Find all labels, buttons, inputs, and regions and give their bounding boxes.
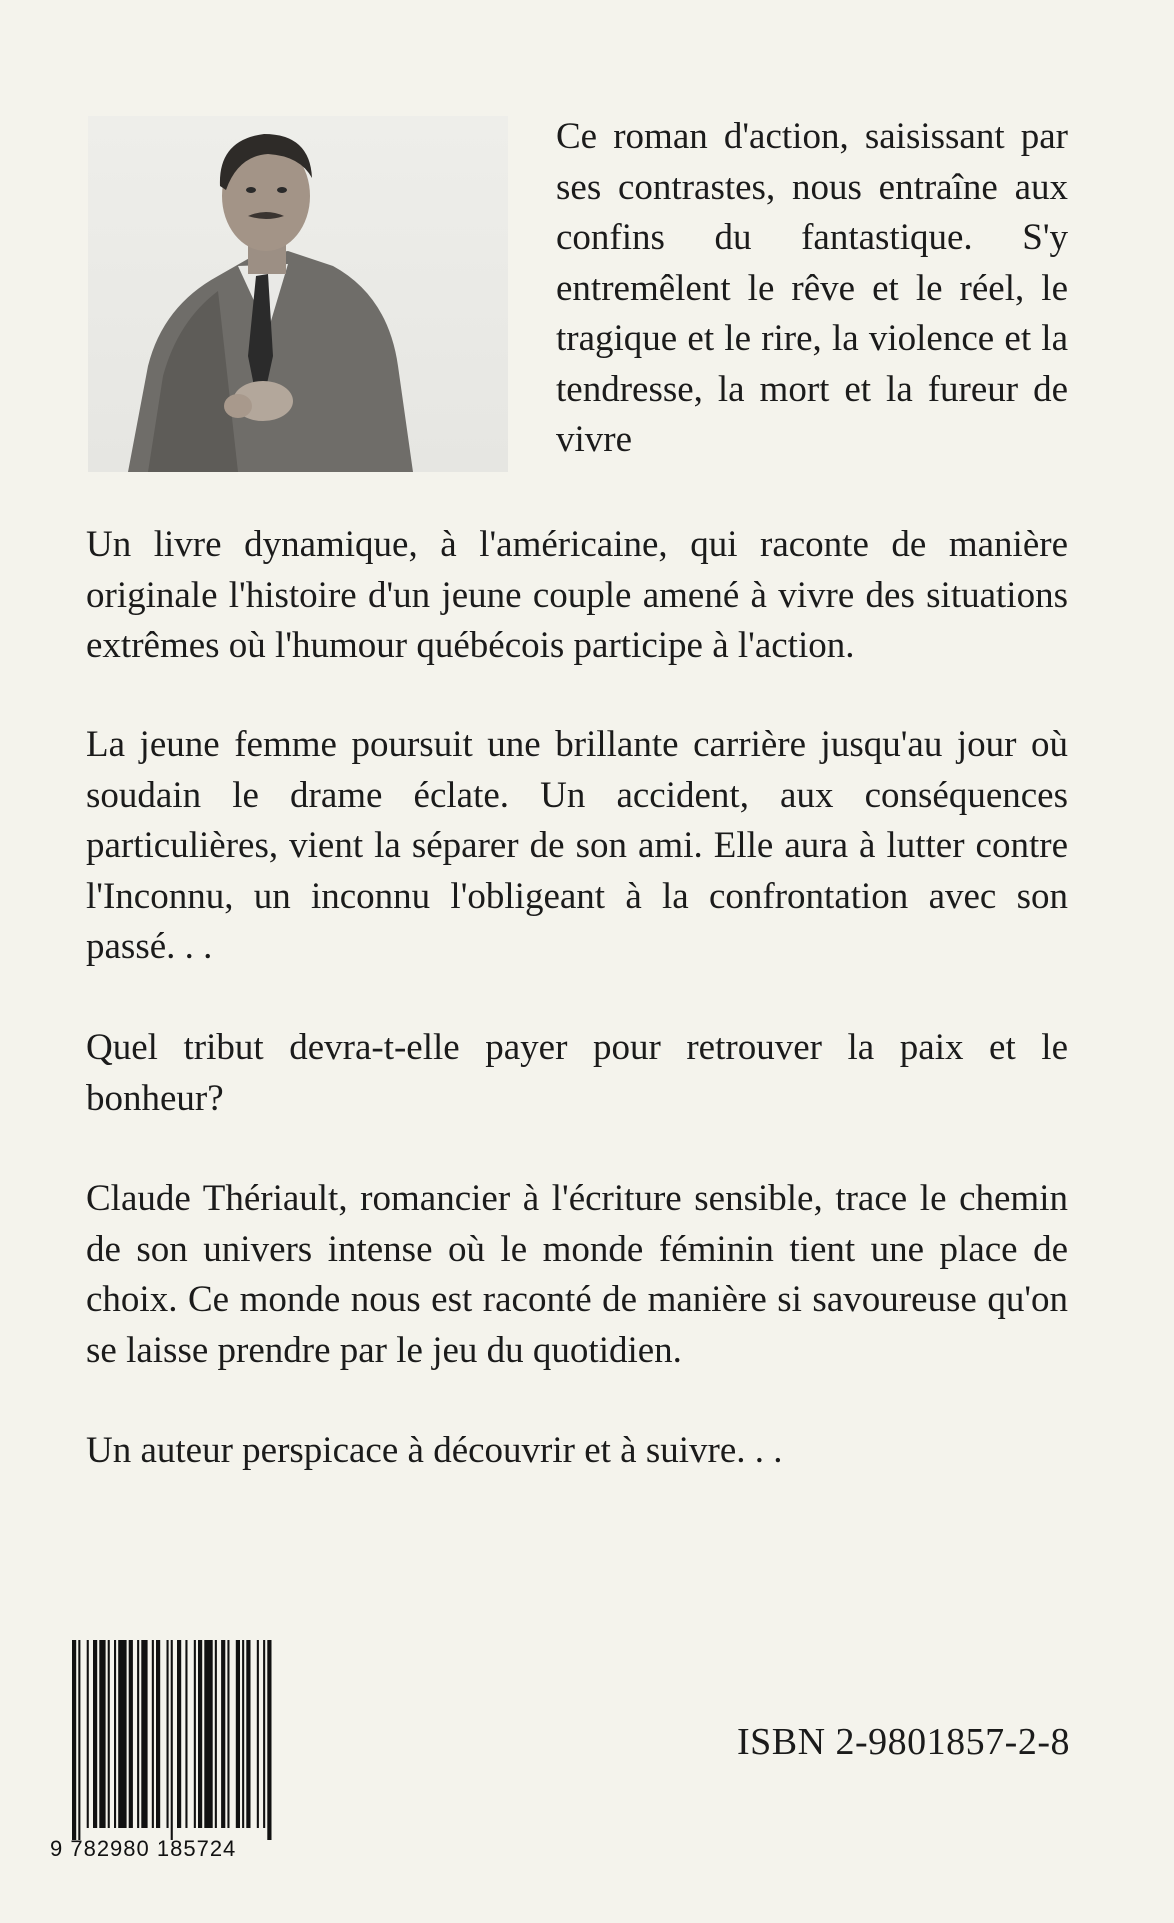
barcode-bar: [167, 1640, 169, 1828]
plot-paragraph: La jeune femme poursuit une brillante carrière jusqu'au jour où soudain le drame éclate. Un accident, aux conséquences particulières, vient la séparer de son ami. Elle aura à lutter contre l'Inconnu, un inconnu l'obligeant à la confrontation avec son passé. . .: [86, 724, 1068, 967]
barcode-bar: [156, 1640, 160, 1828]
barcode-bar: [246, 1640, 250, 1828]
description-paragraph: Un livre dynamique, à l'américaine, qui raconte de manière originale l'histoire d'un jeune couple amené à vivre des situations extrêmes où l'humour québécois participe à l'action.: [86, 524, 1068, 666]
barcode-bar: [204, 1640, 212, 1828]
barcode-bar: [267, 1640, 271, 1840]
barcode-bar: [242, 1640, 244, 1828]
barcode-bar: [87, 1640, 89, 1828]
barcode-bar: [221, 1640, 225, 1828]
barcode-bar: [129, 1640, 133, 1828]
author-photo: [88, 116, 508, 472]
barcode-bar: [257, 1640, 259, 1828]
author-paragraph: Claude Thériault, romancier à l'écriture sensible, trace le chemin de son univers intense où le monde féminin tient une place de choix. Ce monde nous est raconté de manière si savoureuse qu'on se laisse prendre par le jeu du quotidien.: [86, 1178, 1068, 1371]
isbn-number: ISBN 2-9801857-2-8: [736, 1721, 1070, 1763]
barcode-bar: [198, 1640, 202, 1828]
barcode-bar: [72, 1640, 76, 1840]
barcode-bar: [227, 1640, 229, 1828]
barcode-bar: [99, 1640, 105, 1828]
barcode-bar: [78, 1640, 80, 1840]
barcode-bar: [152, 1640, 154, 1828]
barcode-bar: [194, 1640, 196, 1828]
barcode-bar: [137, 1640, 139, 1828]
barcode-bar: [93, 1640, 97, 1828]
intro-paragraph: Ce roman d'action, saisissant par ses contrastes, nous entraîne aux confins du fantastique. S'y entremêlent le rêve et le réel, le tragique et le rire, la violence et la tendresse, la mort et la fureur de vivre: [556, 116, 1068, 460]
barcode-bar: [118, 1640, 126, 1828]
closing-paragraph: Un auteur perspicace à découvrir et à suivre. . .: [86, 1430, 783, 1471]
barcode-bar: [108, 1640, 110, 1828]
barcode-digits: 9 782980 185724: [50, 1836, 237, 1861]
question-paragraph: Quel tribut devra-t-elle payer pour retrouver la paix et le bonheur?: [86, 1027, 1068, 1119]
barcode-bar: [215, 1640, 217, 1828]
barcode-bar: [171, 1640, 173, 1840]
barcode-bar: [177, 1640, 181, 1828]
barcode-bar: [141, 1640, 147, 1828]
barcode-bar: [114, 1640, 116, 1828]
barcode-bar: [263, 1640, 265, 1828]
barcode-bar: [236, 1640, 240, 1828]
barcode-bar: [185, 1640, 187, 1828]
